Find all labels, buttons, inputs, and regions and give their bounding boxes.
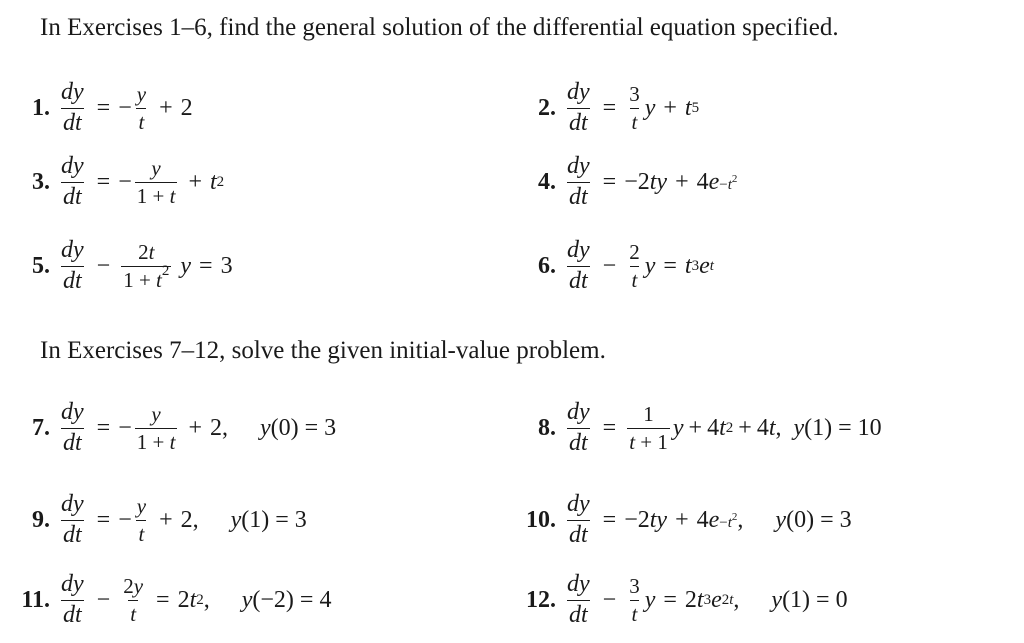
exercise-number: 8. xyxy=(538,414,556,441)
initial-condition: y(0) = 3 xyxy=(259,414,337,441)
exercise-number: 4. xyxy=(538,168,556,195)
initial-condition: y(−2) = 4 xyxy=(241,586,332,613)
exercise-1: 1. $\frac{dy}{dt}$ = − $\frac{y}{t}$ + 2 xyxy=(8,72,193,144)
derivative-fraction: $\frac{dy}{dt}$ xyxy=(61,79,84,136)
initial-condition: y(1) = 3 xyxy=(230,506,307,533)
exercise-6: 6. $\frac{dy}{dt}$ − $\frac{2}{t}$ y = t 3 e t xyxy=(514,230,714,302)
derivative-fraction: $\frac{dy}{dt}$ xyxy=(567,571,590,628)
exercise-5: 5. $\frac{dy}{dt}$ − $\frac{2t}{1 + t^2}$ y = 3 xyxy=(8,230,233,302)
exercise-number: 10. xyxy=(526,506,556,533)
exercise-number: 7. xyxy=(32,414,50,441)
exercise-number: 3. xyxy=(32,168,50,195)
exercise-12: 12. $\frac{dy}{dt}$ − $\frac{3}{t}$ y = 2 t 3 e 2t , y(1) = 0 xyxy=(514,564,848,636)
exercise-number: 1. xyxy=(32,94,50,121)
exercise-11: 11. $\frac{dy}{dt}$ − $\frac{2y}{t}$ = 2 t 2 , y(−2) = 4 xyxy=(8,564,331,636)
exercise-2: 2. $\frac{dy}{dt}$ = $\frac{3}{t}$ y + t 5 xyxy=(514,72,699,144)
derivative-fraction: $\frac{dy}{dt}$ xyxy=(567,237,590,294)
initial-condition: y(0) = 3 xyxy=(775,506,852,533)
exercise-number: 5. xyxy=(32,252,50,279)
derivative-fraction: $\frac{dy}{dt}$ xyxy=(567,491,590,548)
derivative-fraction: $\frac{dy}{dt}$ xyxy=(61,237,84,294)
exercise-number: 2. xyxy=(538,94,556,121)
derivative-fraction: $\frac{dy}{dt}$ xyxy=(61,153,84,210)
instructions-general: In Exercises 1–6, find the general solution of the differential equation specified. xyxy=(40,14,839,41)
exercise-3: 3. $\frac{dy}{dt}$ = − $\frac{y}{1 + t}$ + t 2 xyxy=(8,146,224,218)
initial-condition: y(1) = 10 xyxy=(793,414,882,441)
exercise-number: 9. xyxy=(32,506,50,533)
derivative-fraction: $\frac{dy}{dt}$ xyxy=(567,79,590,136)
exercise-number: 6. xyxy=(538,252,556,279)
exercise-number: 12. xyxy=(526,586,556,613)
exercise-4: 4. $\frac{dy}{dt}$ = −2 ty + 4 e $-t^2$ xyxy=(514,146,737,218)
derivative-fraction: $\frac{dy}{dt}$ xyxy=(61,491,84,548)
exercise-8: 8. $\frac{dy}{dt}$ = $\frac{1}{t + 1}$ y + 4 t 2 + 4 t , y(1) = 10 xyxy=(514,392,882,464)
derivative-fraction: $\frac{dy}{dt}$ xyxy=(61,399,84,456)
derivative-fraction: $\frac{dy}{dt}$ xyxy=(61,571,84,628)
initial-condition: y(1) = 0 xyxy=(771,586,848,613)
exercise-7: 7. $\frac{dy}{dt}$ = − $\frac{y}{1 + t}$ + 2, y(0) = 3 xyxy=(8,392,336,464)
exercise-number: 11. xyxy=(21,586,50,613)
instructions-ivp: In Exercises 7–12, solve the given initial-value problem. xyxy=(40,337,606,364)
derivative-fraction: $\frac{dy}{dt}$ xyxy=(567,153,590,210)
exercise-9: 9. $\frac{dy}{dt}$ = − $\frac{y}{t}$ + 2, y(1) = 3 xyxy=(8,484,307,556)
exercise-10: 10. $\frac{dy}{dt}$ = −2 ty + 4 e $-t^2$ , y(0) = 3 xyxy=(514,484,852,556)
derivative-fraction: $\frac{dy}{dt}$ xyxy=(567,399,590,456)
